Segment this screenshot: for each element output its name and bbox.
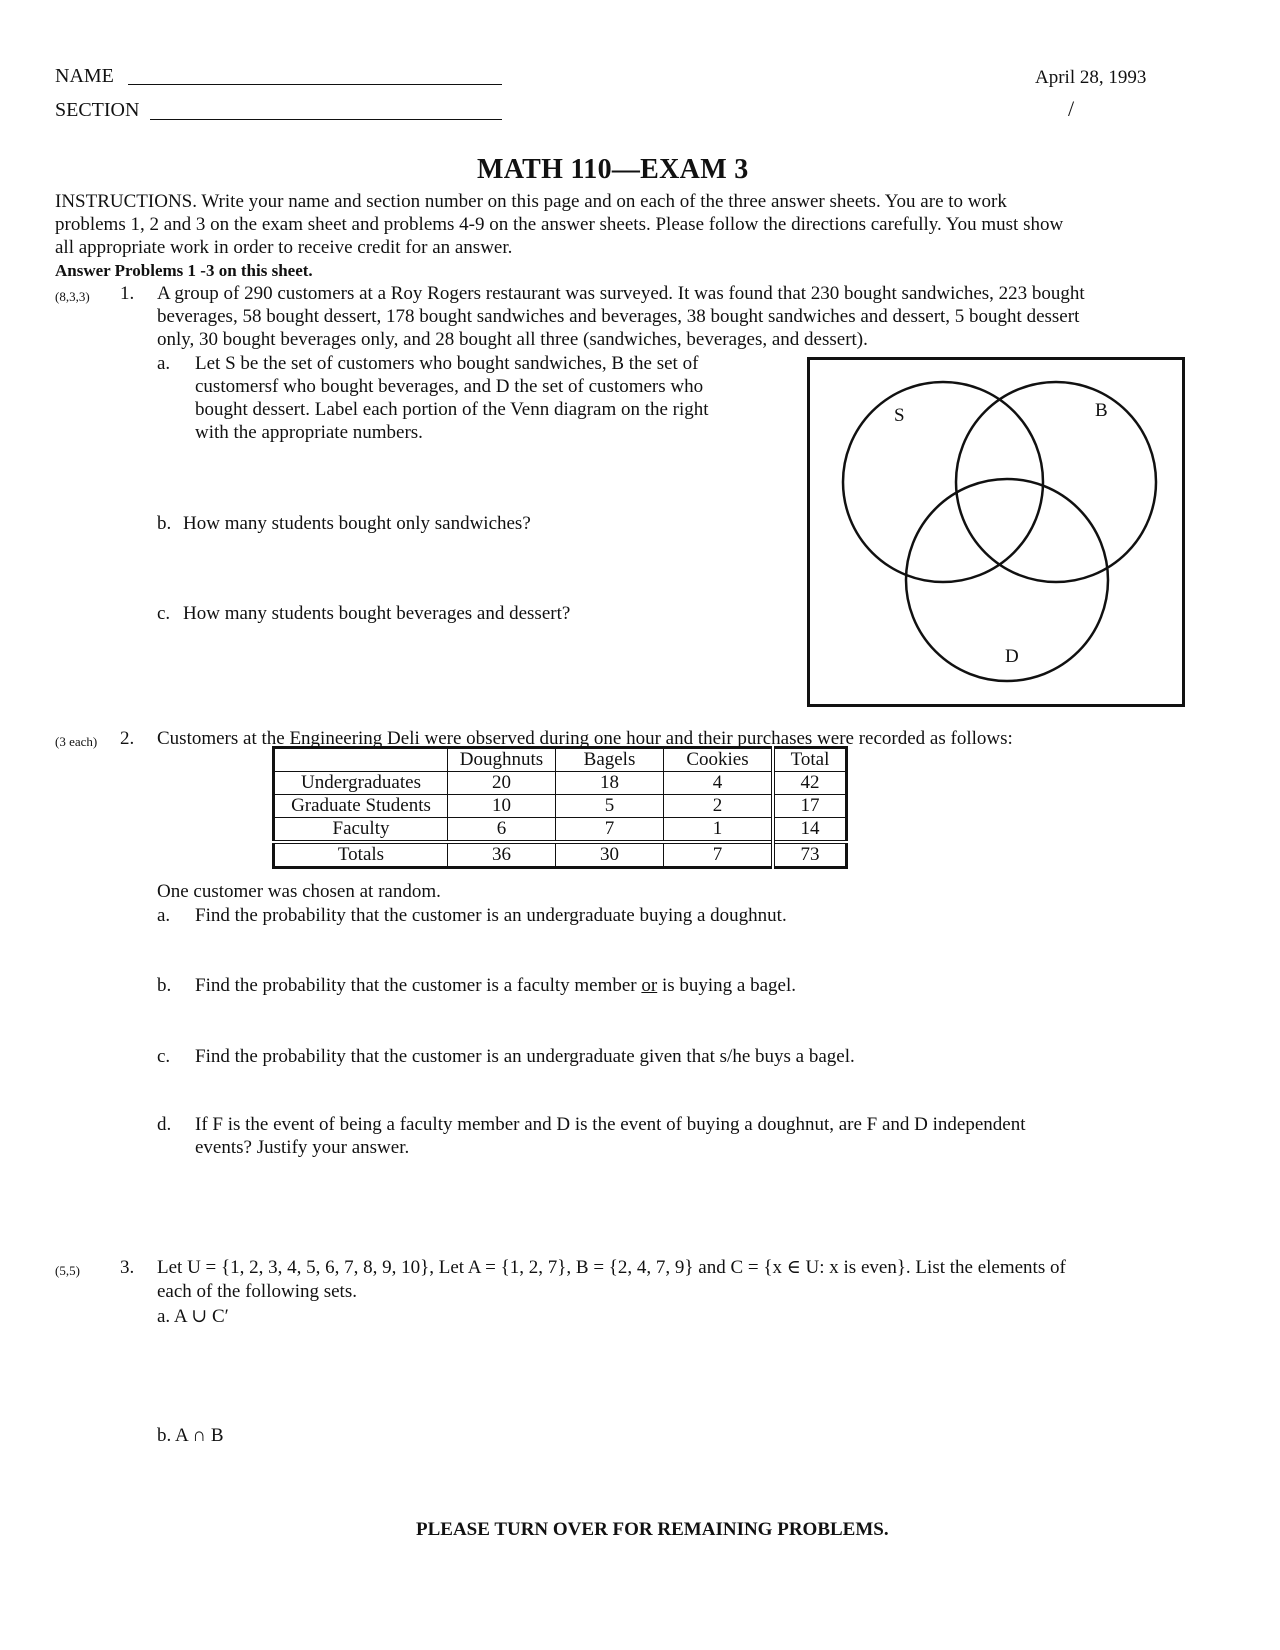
name-label: NAME — [55, 65, 114, 87]
problem3-text-2: each of the following sets. — [157, 1281, 357, 1302]
problem2-points: (3 each) — [55, 734, 98, 749]
exam-date: April 28, 1993 — [1035, 67, 1147, 88]
problem2c-label: c. — [157, 1046, 171, 1067]
table-cell: Totals — [274, 842, 448, 868]
problem1c-text: How many students bought beverages and dessert? — [183, 603, 571, 624]
problem1a-text-4: with the appropriate numbers. — [195, 422, 423, 443]
problem2b-or-emphasis: or — [641, 975, 658, 996]
table-cell: 30 — [556, 842, 664, 868]
venn-label-d: D — [1005, 646, 1019, 667]
table-cell: 42 — [773, 772, 847, 795]
table-header-row — [274, 748, 847, 772]
instructions-line-3: all appropriate work in order to receive credit for an answer. — [55, 237, 513, 258]
answer-note: Answer Problems 1 -3 on this sheet. — [55, 261, 313, 280]
table-cell: 2 — [664, 795, 774, 818]
table-cell: Faculty — [274, 818, 448, 843]
table-cell: 5 — [556, 795, 664, 818]
date-mark: / — [1068, 96, 1075, 121]
footer-note: PLEASE TURN OVER FOR REMAINING PROBLEMS. — [416, 1519, 889, 1540]
venn-circles-icon — [810, 360, 1182, 704]
problem2b-text — [195, 974, 796, 998]
table-header-cell: Total — [773, 748, 847, 772]
problem1-text-3: only, 30 bought beverages only, and 28 bought all three (sandwiches, beverages, and dessert). — [157, 329, 868, 350]
venn-label-s: S — [894, 405, 905, 426]
table-header-cell: Doughnuts — [448, 748, 556, 772]
problem2d-text-2: events? Justify your answer. — [195, 1137, 410, 1158]
table-header-cell: Bagels — [556, 748, 664, 772]
table-cell: 1 — [664, 818, 774, 843]
table-header-cell — [274, 748, 448, 772]
table-cell: 7 — [664, 842, 774, 868]
problem3b: b. A ∩ B — [157, 1425, 224, 1446]
problem1b-text: How many students bought only sandwiches? — [183, 513, 531, 534]
table-row — [274, 795, 847, 818]
table-totals-row — [274, 842, 847, 868]
problem1c-label: c. — [157, 603, 171, 624]
table-cell: 4 — [664, 772, 774, 795]
problem2a-label: a. — [157, 905, 171, 926]
purchases-table — [272, 746, 848, 869]
table-cell: 18 — [556, 772, 664, 795]
table-cell: 17 — [773, 795, 847, 818]
name-input-line[interactable] — [128, 84, 502, 85]
venn-label-b: B — [1095, 400, 1108, 421]
table-cell: 14 — [773, 818, 847, 843]
problem3a: a. A ∪ C′ — [157, 1306, 229, 1327]
table-cell: 6 — [448, 818, 556, 843]
problem2b-text-pre: Find the probability that the customer is a faculty member — [195, 975, 642, 996]
table-cell: Graduate Students — [274, 795, 448, 818]
problem1-points: (8,3,3) — [55, 289, 90, 304]
problem3-points: (5,5) — [55, 1263, 80, 1278]
problem2-intro: Customers at the Engineering Deli were observed during one hour and their purchases were recorded as follows: — [157, 728, 1013, 749]
instructions-line-2: problems 1, 2 and 3 on the exam sheet and problems 4-9 on the answer sheets. Please follow the directions carefully. You must show — [55, 214, 1064, 235]
section-input-line[interactable] — [150, 119, 502, 120]
problem2-chosen: One customer was chosen at random. — [157, 881, 441, 902]
table-cell: 7 — [556, 818, 664, 843]
problem2d-text-1: If F is the event of being a faculty member and D is the event of buying a doughnut, are F and D independent — [195, 1114, 1026, 1135]
problem1-text-2: beverages, 58 bought dessert, 178 bought sandwiches and beverages, 38 bought sandwiches and dessert, 5 bought dessert — [157, 306, 1080, 327]
section-label: SECTION — [55, 99, 140, 121]
table-row — [274, 818, 847, 843]
table-row — [274, 772, 847, 795]
venn-diagram — [807, 357, 1185, 707]
problem2b-text-post: is buying a bagel. — [657, 975, 796, 996]
table-cell: 10 — [448, 795, 556, 818]
problem2-number: 2. — [120, 728, 135, 749]
problem1-number: 1. — [120, 283, 135, 304]
problem1b-label: b. — [157, 513, 172, 534]
table-cell: 20 — [448, 772, 556, 795]
problem1-text-1: A group of 290 customers at a Roy Rogers restaurant was surveyed. It was found that 230 bought sandwiches, 223 bought — [157, 283, 1085, 304]
table-header-cell: Cookies — [664, 748, 774, 772]
page-title: MATH 110—EXAM 3 — [477, 154, 749, 185]
problem2a-text: Find the probability that the customer is an undergraduate buying a doughnut. — [195, 905, 787, 926]
problem2c-text: Find the probability that the customer is an undergraduate given that s/he buys a bagel. — [195, 1046, 855, 1067]
table-cell: 73 — [773, 842, 847, 868]
problem3-text-1: Let U = {1, 2, 3, 4, 5, 6, 7, 8, 9, 10}, Let A = {1, 2, 7}, B = {2, 4, 7, 9} and C = {x ∈ U: x is even}. List the elements of — [157, 1257, 1066, 1278]
table-cell: 36 — [448, 842, 556, 868]
instructions-line-1: INSTRUCTIONS. Write your name and section number on this page and on each of the three answer sheets. You are to work — [55, 191, 1007, 212]
problem2b-label: b. — [157, 975, 172, 996]
problem1a-text-1: Let S be the set of customers who bought sandwiches, B the set of — [195, 353, 699, 374]
problem1a-text-2: customersf who bought beverages, and D the set of customers who — [195, 376, 704, 397]
problem2d-label: d. — [157, 1114, 172, 1135]
table-cell: Undergraduates — [274, 772, 448, 795]
problem3-number: 3. — [120, 1257, 135, 1278]
problem1a-label: a. — [157, 353, 171, 374]
problem1a-text-3: bought dessert. Label each portion of the Venn diagram on the right — [195, 399, 709, 420]
